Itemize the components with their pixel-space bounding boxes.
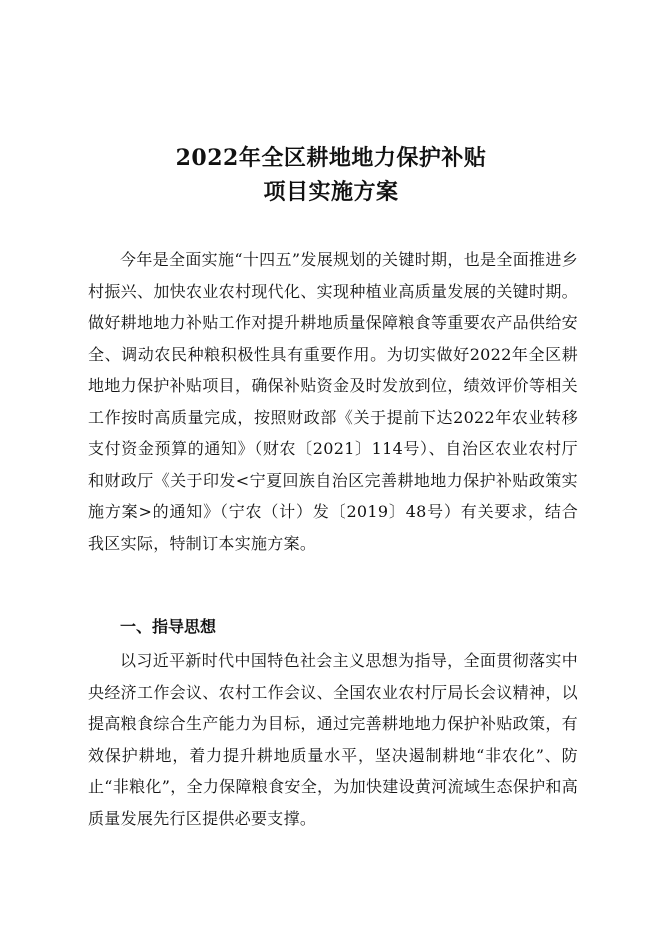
document-title-line2: 项目实施方案	[263, 179, 399, 205]
section-heading-guiding-ideology: 一、指导思想	[120, 617, 217, 636]
section-guiding-ideology-paragraph: 以习近平新时代中国特色社会主义思想为指导，全面贯彻落实中央经济工作会议、农村工作会议、全国农业农村厅局长会议精神，以提高粮食综合生产能力为目标，通过完善耕地地力保护补贴政策，有效保护耕地，着力提升耕地质量水平，坚决遏制耕地“非农化”、防止“非粮化”，全力保障粮食安全，为加快建设黄河流域生态保护和高质量发展先行区提供必要支撑。	[88, 651, 578, 828]
intro-paragraph: 今年是全面实施“十四五”发展规划的关键时期，也是全面推进乡村振兴、加快农业农村现代化、实现种植业高质量发展的关键时期。做好耕地地力补贴工作对提升耕地质量保障粮食等重要农产品供给安全、调动农民种粮积极性具有重要作用。为切实做好2022年全区耕地地力保护补贴项目，确保补贴资金及时发放到位，绩效评价等相关工作按时高质量完成，按照财政部《关于提前下达2022年农业转移支付资金预算的通知》（财农〔2021〕114号）、自治区农业农村厅和财政厅《关于印发<宁夏回族自治区完善耕地地力保护补贴政策实施方案>的通知》（宁农（计）发〔2019〕48号）有关要求，结合我区实际，特制订本实施方案。	[88, 250, 578, 553]
document-title-line1: 2022年全区耕地地力保护补贴	[175, 145, 487, 171]
